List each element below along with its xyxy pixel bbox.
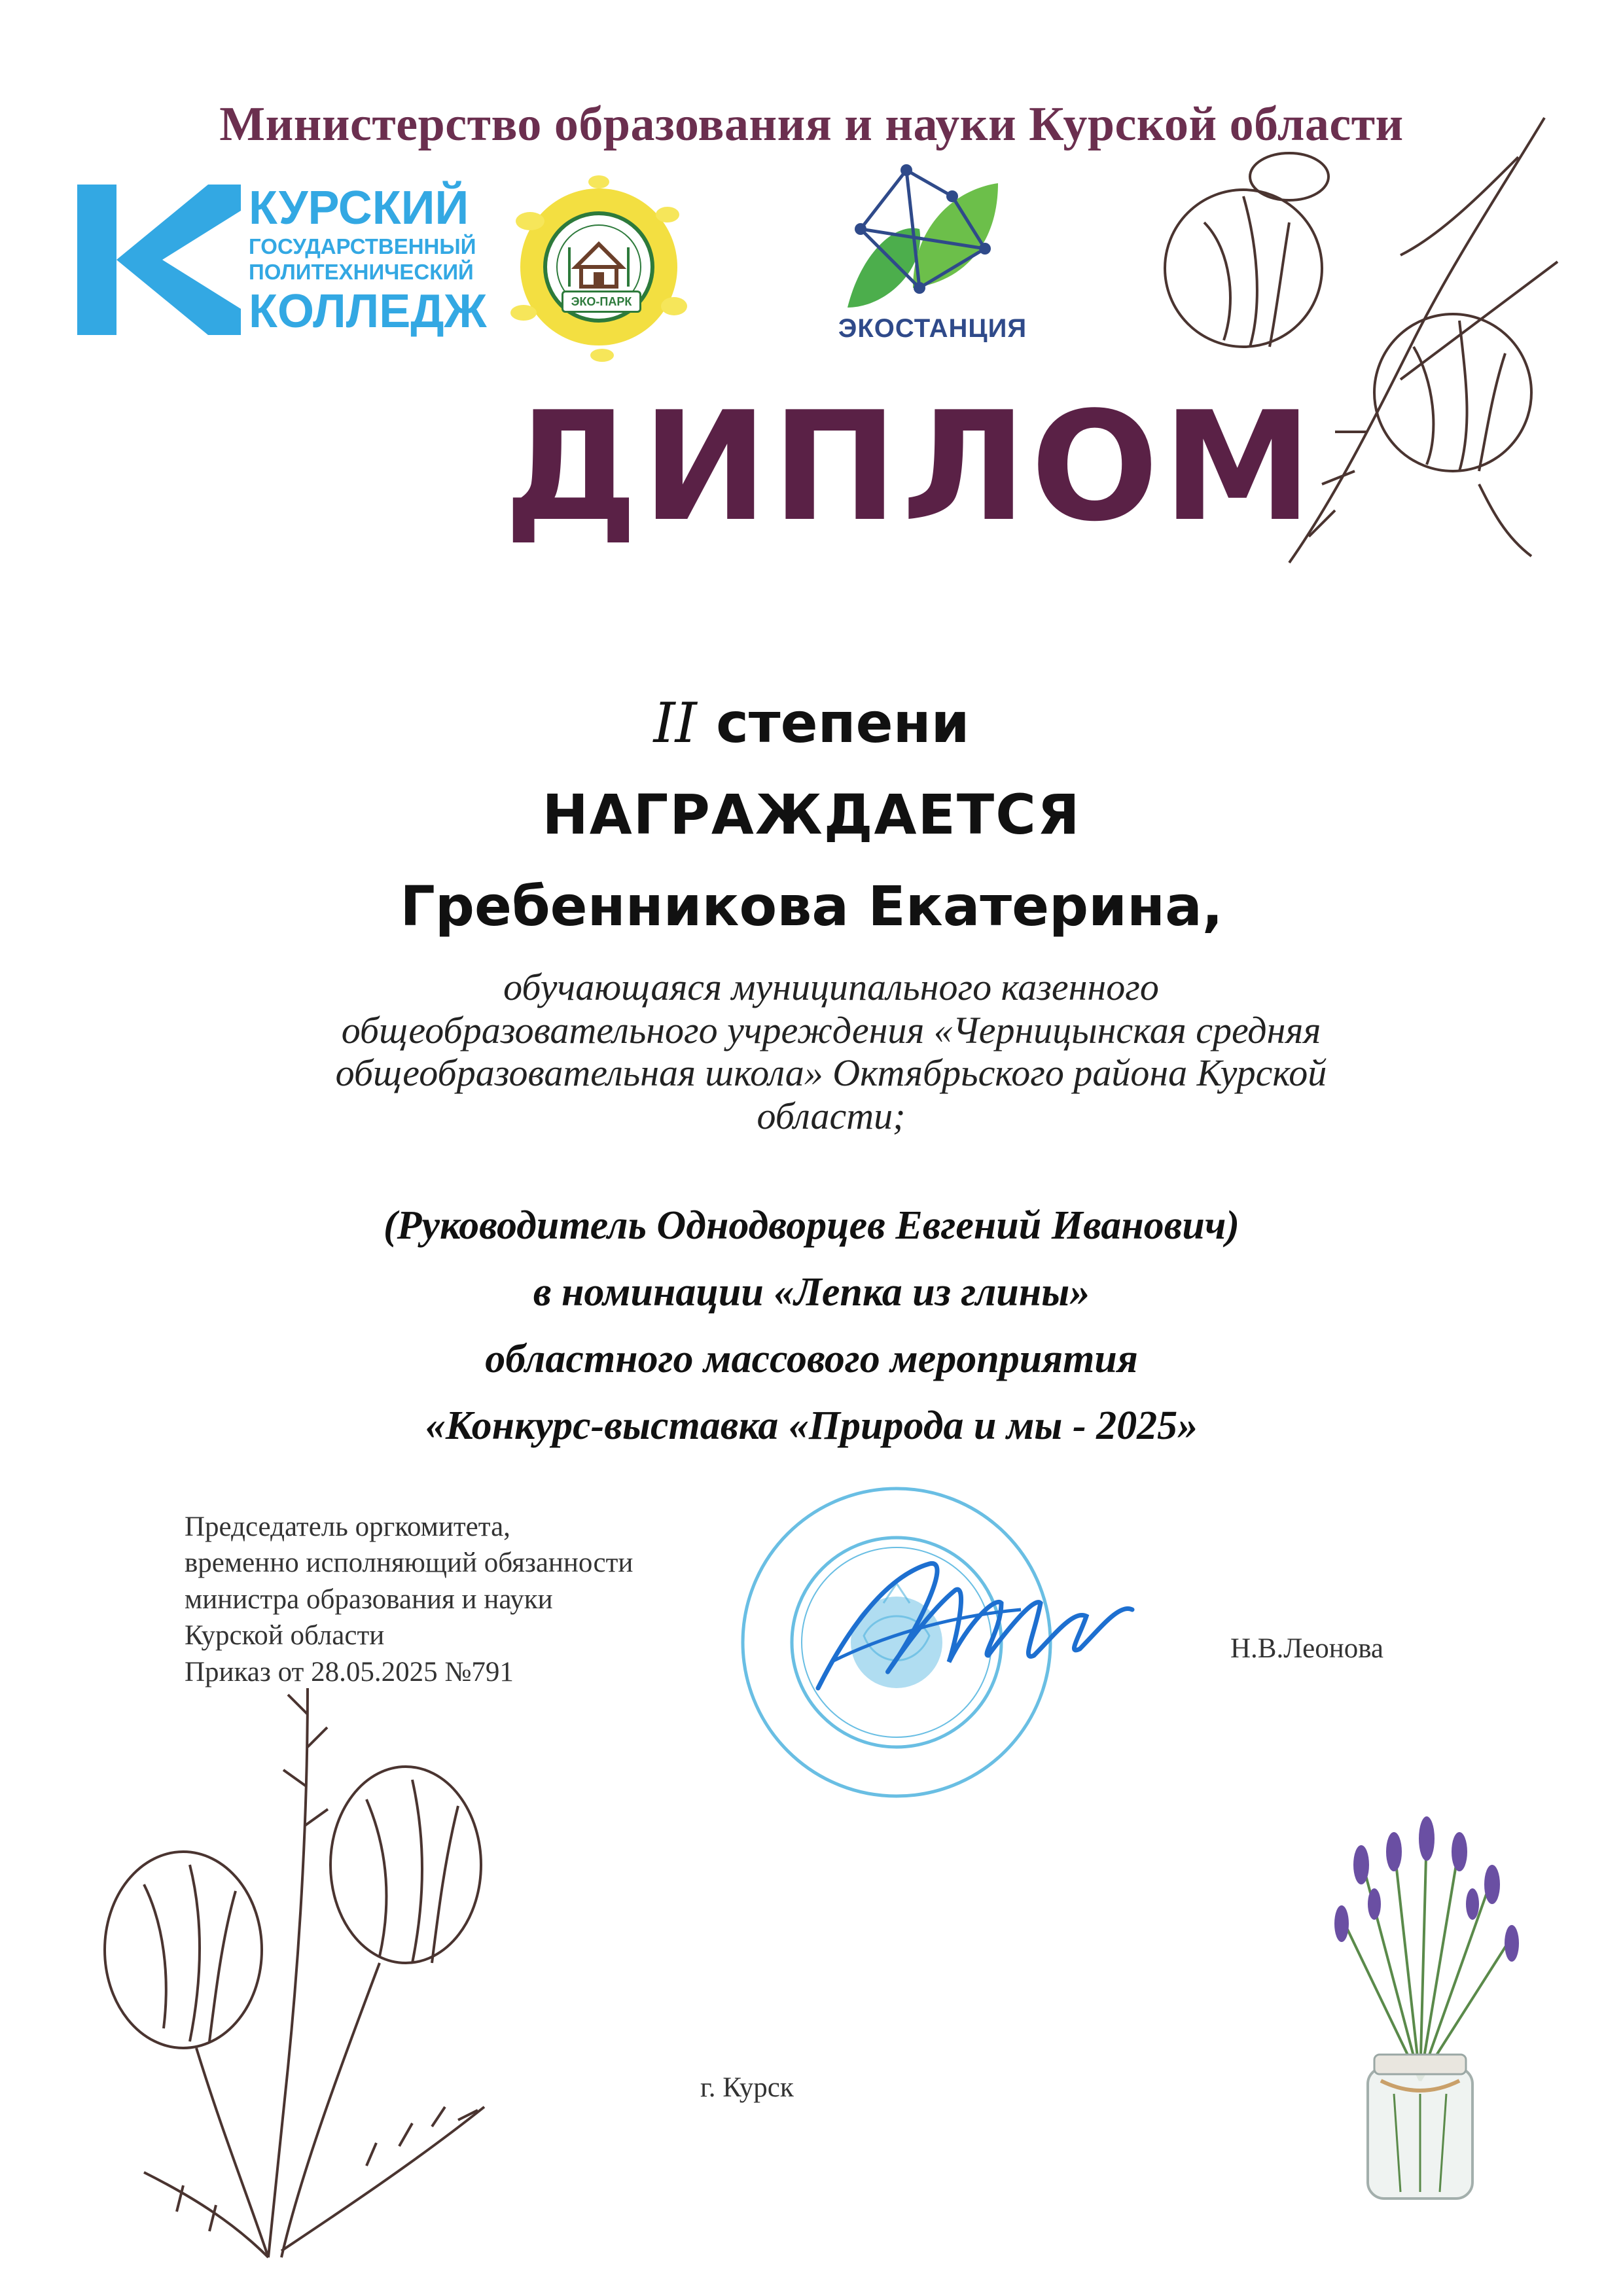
ministry-heading: Министерство образования и науки Курской области [219,97,1404,151]
ecopark-emblem-icon [504,169,694,365]
college-name [249,182,487,338]
description-line: обучающаяся муниципального казенного [503,966,1159,1008]
signer-name: Н.В.Леонова [1230,1633,1384,1664]
signature-block [185,1509,774,1690]
description-line: области; [757,1094,906,1137]
ecopark-logo [504,169,694,365]
ecostation-label-part1: ЭКО [838,314,895,343]
city-label: г. Курск [700,2072,794,2103]
ecostation-label-part2: СТАНЦИЯ [895,314,1027,343]
nomination-line: в номинации «Лепка из глины» [533,1270,1090,1315]
college-line-3: ПОЛИТЕХНИЧЕСКИЙ [249,260,474,284]
ecostation-leaf-icon [802,157,1050,314]
recipient-name: Гребенникова Екатерина, [400,874,1223,938]
recipient-description [223,966,1440,1137]
signature-line: Председатель оргкомитета, [185,1511,510,1542]
signature-line: Приказ от 28.05.2025 №791 [185,1656,514,1687]
college-line-2: ГОСУДАРСТВЕННЫЙ [249,234,476,258]
ecostation-logo [802,157,1050,353]
signature-line: министра образования и науки [185,1583,553,1615]
degree-word: степени [716,691,970,755]
lavender-jar-icon [1302,1806,1538,2212]
college-line-1: КУРСКИЙ [249,182,469,234]
college-chevron-icon [77,185,241,335]
description-line: общеобразовательная школа» Октябрьского района Курской [335,1051,1327,1095]
degree-line [0,691,1623,755]
college-line-4: КОЛЛЕДЖ [249,285,487,338]
diploma-title: ДИПЛОМ [504,380,1317,555]
event-line-2: «Конкурс-выставка «Природа и мы - 2025» [425,1404,1198,1448]
event-line-1: областного массового мероприятия [485,1337,1138,1381]
floral-bottom-left-icon [92,1675,550,2264]
awarded-heading: НАГРАЖДАЕТСЯ [542,783,1081,847]
signature-line: Курской области [185,1620,385,1651]
ecopark-label: ЭКО-ПАРК [562,291,641,313]
signature-line: временно исполняющий обязанности [185,1547,633,1579]
degree-roman: II [653,691,697,755]
description-line: общеобразовательного учреждения «Черницынская средняя [341,1008,1321,1051]
college-logo [77,182,487,338]
supervisor-line: (Руководитель Однодворцев Евгений Иванович) [383,1203,1240,1248]
ecostation-label [808,314,1057,344]
signature-icon [805,1538,1145,1708]
